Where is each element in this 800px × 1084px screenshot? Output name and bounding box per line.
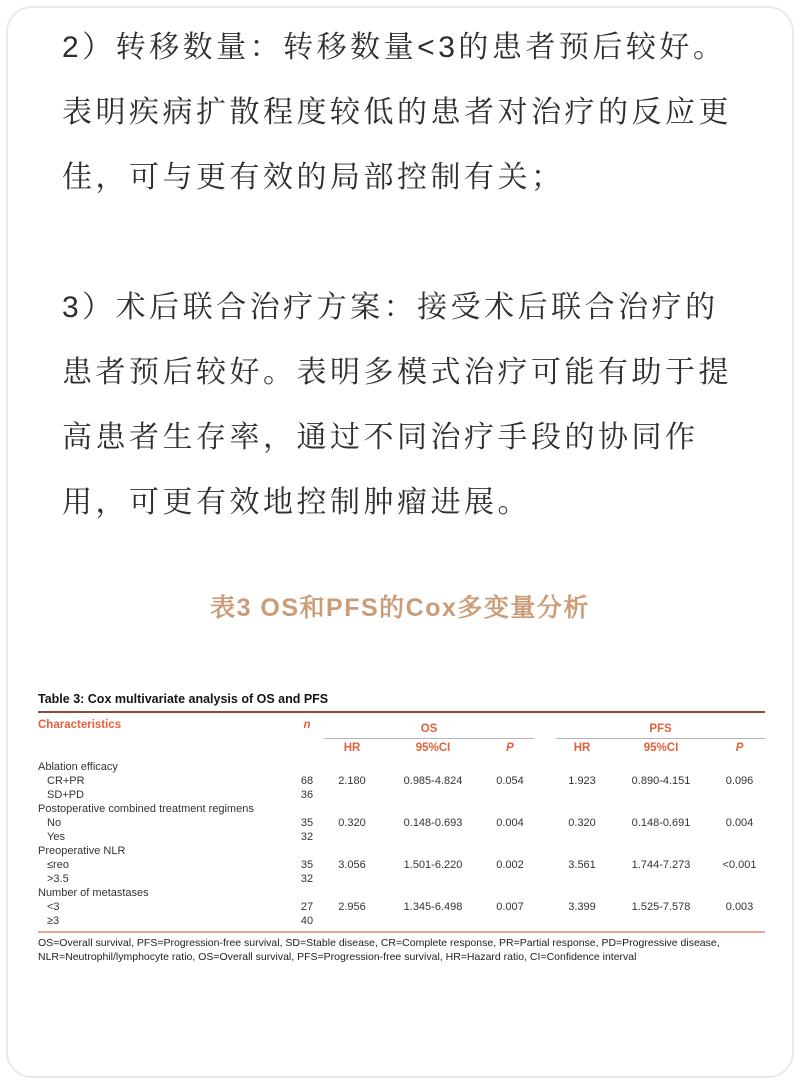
table-row xyxy=(38,830,765,844)
pfs-ci-cell xyxy=(608,788,714,802)
os-hr-cell xyxy=(324,757,380,774)
pfs-ci-cell: 1.744-7.273 xyxy=(631,859,691,871)
table-row xyxy=(38,816,765,830)
pfs-p-cell: <0.001 xyxy=(722,859,757,871)
pfs-hr-cell xyxy=(556,872,608,886)
n-cell: 35 xyxy=(300,817,314,829)
cox-multivariate-table xyxy=(38,711,765,933)
pfs-p-cell xyxy=(714,844,765,858)
cox-table xyxy=(38,692,765,964)
column-spacer xyxy=(534,757,556,774)
characteristic-cell: ≥3 xyxy=(47,915,60,927)
pfs-ci-cell xyxy=(608,830,714,844)
os-hr-cell xyxy=(324,802,380,816)
pfs-ci-cell: 1.525-7.578 xyxy=(631,901,691,913)
paragraph-combined-treatment xyxy=(62,275,762,535)
pfs-ci-cell xyxy=(608,886,714,900)
pfs-hr-cell: 0.320 xyxy=(568,817,596,829)
characteristic-cell: Preoperative NLR xyxy=(38,845,126,857)
col-header-characteristics: Characteristics xyxy=(38,719,122,731)
pfs-hr-cell: 3.561 xyxy=(568,859,596,871)
paragraph-line: 患者预后较好。表明多模式治疗可能有助于提 xyxy=(62,356,732,389)
paragraph-metastasis xyxy=(62,15,762,210)
pfs-hr-cell: 1.923 xyxy=(568,775,596,787)
characteristic-cell: CR+PR xyxy=(47,775,85,787)
os-p-cell xyxy=(486,914,534,932)
col-header-os-ci: 95%CI xyxy=(415,742,451,754)
os-ci-cell xyxy=(380,788,486,802)
os-hr-cell: 2.956 xyxy=(338,901,366,913)
n-cell: 32 xyxy=(300,873,314,885)
n-cell: 27 xyxy=(300,901,314,913)
os-hr-cell xyxy=(324,844,380,858)
os-p-cell: 0.002 xyxy=(496,859,524,871)
pfs-hr-cell xyxy=(556,757,608,774)
os-ci-cell xyxy=(380,886,486,900)
os-p-cell xyxy=(486,830,534,844)
pfs-hr-cell xyxy=(556,914,608,932)
paragraph-line: 佳，可与更有效的局部控制有关； xyxy=(62,161,565,194)
table-row xyxy=(38,844,765,858)
os-p-cell: 0.004 xyxy=(496,817,524,829)
os-p-cell xyxy=(486,886,534,900)
header-row-groups xyxy=(38,712,765,739)
paragraph-line: 2）转移数量：转移数量<3的患者预后较好。 xyxy=(62,31,727,64)
pfs-p-cell: 0.096 xyxy=(725,775,754,787)
characteristic-cell: >3.5 xyxy=(47,873,69,885)
n-cell: 36 xyxy=(300,789,314,801)
os-ci-cell xyxy=(380,830,486,844)
column-spacer xyxy=(534,802,556,816)
os-hr-cell xyxy=(324,872,380,886)
pfs-p-cell: 0.004 xyxy=(725,817,754,829)
pfs-ci-cell xyxy=(608,872,714,886)
col-group-os: OS xyxy=(324,712,534,739)
table-row xyxy=(38,900,765,914)
characteristic-cell: SD+PD xyxy=(47,789,84,801)
characteristic-cell: Ablation efficacy xyxy=(38,761,118,773)
characteristic-cell: Number of metastases xyxy=(38,887,149,899)
os-ci-cell xyxy=(380,914,486,932)
col-header-pfs-p: P xyxy=(735,742,744,754)
os-p-cell xyxy=(486,802,534,816)
pfs-p-cell xyxy=(714,886,765,900)
os-ci-cell xyxy=(380,757,486,774)
col-group-pfs: PFS xyxy=(556,712,765,739)
characteristic-cell: Yes xyxy=(47,831,65,843)
pfs-hr-cell xyxy=(556,788,608,802)
os-p-cell: 0.007 xyxy=(496,901,524,913)
os-ci-cell: 1.345-6.498 xyxy=(403,901,463,913)
column-spacer xyxy=(534,712,556,757)
col-header-os-p: P xyxy=(506,742,514,754)
characteristic-cell: <3 xyxy=(47,901,60,913)
column-spacer xyxy=(534,858,556,872)
col-header-pfs-ci: 95%CI xyxy=(643,742,679,754)
pfs-p-cell: 0.003 xyxy=(725,901,754,913)
os-hr-cell xyxy=(324,914,380,932)
table-row xyxy=(38,886,765,900)
os-p-cell xyxy=(486,757,534,774)
table-row xyxy=(38,872,765,886)
os-hr-cell: 2.180 xyxy=(338,775,366,787)
characteristic-cell: ≤reo xyxy=(47,859,69,871)
col-header-pfs-hr: HR xyxy=(573,742,591,754)
column-spacer xyxy=(534,914,556,932)
column-spacer xyxy=(534,900,556,914)
pfs-p-cell xyxy=(714,757,765,774)
n-cell xyxy=(290,844,324,858)
pfs-hr-cell: 3.399 xyxy=(568,901,596,913)
os-hr-cell xyxy=(324,788,380,802)
n-cell xyxy=(290,757,324,774)
os-hr-cell: 0.320 xyxy=(338,817,366,829)
pfs-ci-cell xyxy=(608,914,714,932)
table-row xyxy=(38,858,765,872)
os-ci-cell: 0.985-4.824 xyxy=(403,775,463,787)
column-spacer xyxy=(534,788,556,802)
n-cell: 35 xyxy=(300,859,314,871)
n-cell: 40 xyxy=(300,915,314,927)
col-header-n: n xyxy=(303,719,311,731)
table-footnotes xyxy=(38,937,765,964)
n-cell: 68 xyxy=(300,775,314,787)
os-hr-cell xyxy=(324,886,380,900)
n-cell xyxy=(290,802,324,816)
col-header-os-hr: HR xyxy=(343,742,361,754)
pfs-hr-cell xyxy=(556,830,608,844)
n-cell: 32 xyxy=(300,831,314,843)
footnote-line: OS=Overall survival, PFS=Progression-free survival, SD=Stable disease, CR=Complete response, PR=Partial response, PD=Progressive disease, xyxy=(38,937,720,949)
footnote-line: NLR=Neutrophil/lymphocyte ratio, OS=Overall survival, PFS=Progression-free survival, HR=Hazard ratio, CI=Confidence interval xyxy=(38,950,637,963)
os-p-cell xyxy=(486,872,534,886)
os-ci-cell xyxy=(380,844,486,858)
table-title: Table 3: Cox multivariate analysis of OS and PFS xyxy=(38,692,329,706)
column-spacer xyxy=(534,774,556,788)
table-caption-chinese: 表3 OS和PFS的Cox多变量分析 xyxy=(210,594,590,622)
pfs-ci-cell: 0.890-4.151 xyxy=(631,775,691,787)
os-ci-cell: 1.501-6.220 xyxy=(403,859,463,871)
column-spacer xyxy=(534,830,556,844)
column-spacer xyxy=(534,844,556,858)
pfs-p-cell xyxy=(714,788,765,802)
table-row xyxy=(38,757,765,774)
characteristic-cell: No xyxy=(47,817,62,829)
paragraph-line: 表明疾病扩散程度较低的患者对治疗的反应更 xyxy=(62,96,732,129)
table-row xyxy=(38,914,765,932)
os-ci-cell xyxy=(380,802,486,816)
paragraph-line: 用，可更有效地控制肿瘤进展。 xyxy=(62,486,531,519)
os-ci-cell: 0.148-0.693 xyxy=(403,817,463,829)
pfs-ci-cell: 0.148-0.691 xyxy=(631,817,691,829)
os-hr-cell xyxy=(324,830,380,844)
os-p-cell: 0.054 xyxy=(496,775,524,787)
pfs-p-cell xyxy=(714,872,765,886)
table-row xyxy=(38,802,765,816)
column-spacer xyxy=(534,886,556,900)
n-cell xyxy=(290,886,324,900)
paragraph-line: 高患者生存率，通过不同治疗手段的协同作 xyxy=(62,421,699,454)
os-hr-cell: 3.056 xyxy=(338,859,366,871)
characteristic-cell: Postoperative combined treatment regimens xyxy=(38,803,254,815)
pfs-hr-cell xyxy=(556,844,608,858)
pfs-hr-cell xyxy=(556,802,608,816)
pfs-ci-cell xyxy=(608,757,714,774)
pfs-ci-cell xyxy=(608,844,714,858)
os-p-cell xyxy=(486,844,534,858)
paragraph-line: 3）术后联合治疗方案：接受术后联合治疗的 xyxy=(62,291,719,324)
os-ci-cell xyxy=(380,872,486,886)
table-row xyxy=(38,774,765,788)
pfs-p-cell xyxy=(714,830,765,844)
pfs-ci-cell xyxy=(608,802,714,816)
pfs-p-cell xyxy=(714,802,765,816)
pfs-hr-cell xyxy=(556,886,608,900)
column-spacer xyxy=(534,872,556,886)
column-spacer xyxy=(534,816,556,830)
table-row xyxy=(38,788,765,802)
pfs-p-cell xyxy=(714,914,765,932)
os-p-cell xyxy=(486,788,534,802)
